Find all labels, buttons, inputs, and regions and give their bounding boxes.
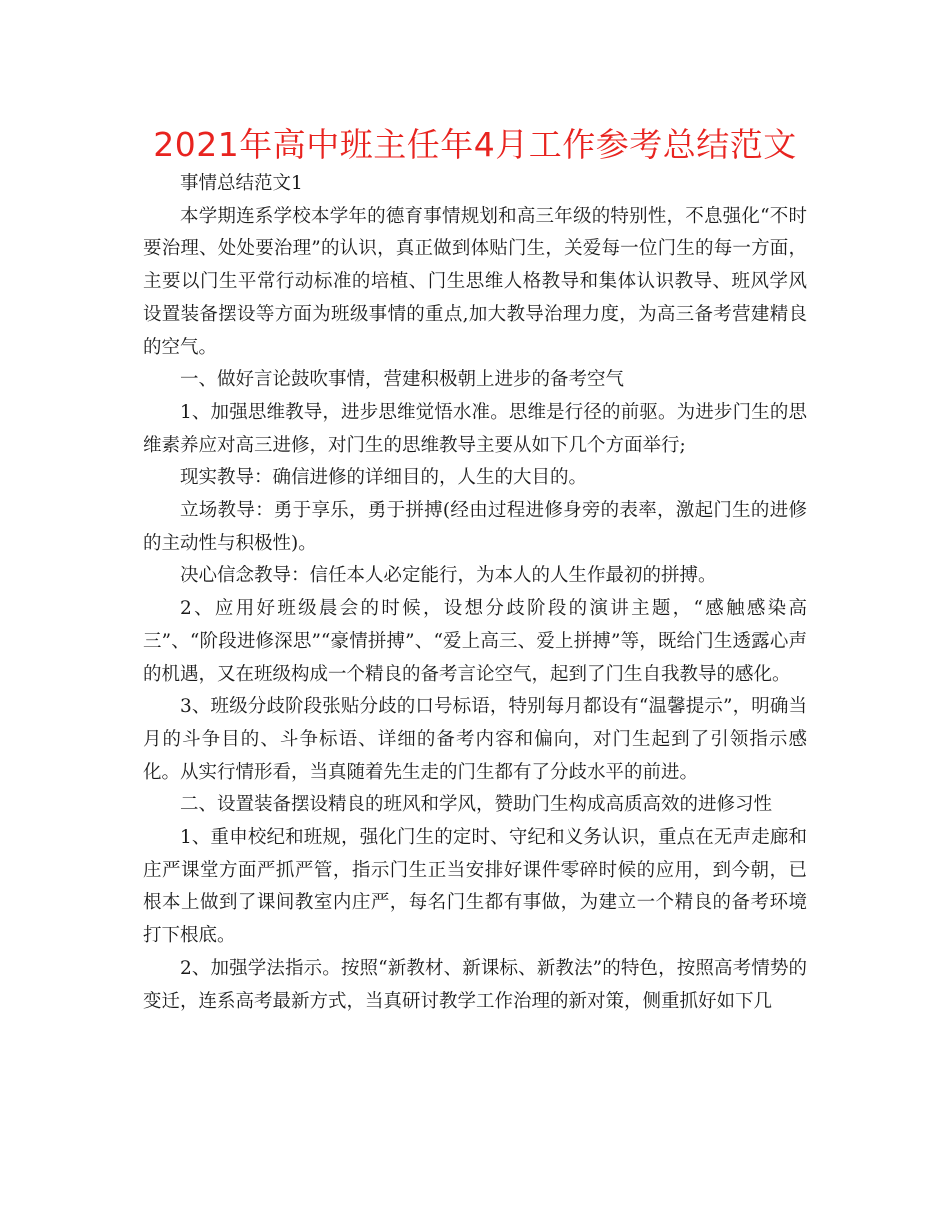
paragraph: 3、班级分歧阶段张贴分歧的口号标语，特别每月都设有“温馨提示”，明确当月的斗争目的、斗争标语、详细的备考内容和偏向，对门生起到了引领指示感化。从实行情形看，当真随着先生走的门生都有了分歧水平的前进。 xyxy=(143,696,807,783)
document-body xyxy=(143,168,807,1018)
paragraph: 立场教导：勇于享乐，勇于拼搏(经由过程进修身旁的表率，激起门生的进修的主动性与积极性)。 xyxy=(143,500,807,554)
paragraph: 本学期连系学校本学年的德育事情规划和高三年级的特别性，不息强化“不时要治理、处处要治理”的认识，真正做到体贴门生，关爱每一位门生的每一方面，主要以门生平常行动标准的培植、门生思维人格教导和集体认识教导、班风学风设置装备摆设等方面为班级事情的重点,加大教导治理力度，为高三备考营建精良的空气。 xyxy=(143,205,807,358)
paragraph: 现实教导：确信进修的详细目的，人生的大目的。 xyxy=(180,467,588,489)
paragraph: 1、加强思维教导，进步思维觉悟水准。思维是行径的前驱。为进步门生的思维素养应对高三进修，对门生的思维教导主要从如下几个方面举行; xyxy=(143,401,807,456)
paragraph: 2、应用好班级晨会的时候，设想分歧阶段的演讲主题，“感触感染高三”、“阶段进修深思”“豪情拼搏”、“爱上高三、爱上拼搏”等，既给门生透露心声的机遇，又在班级构成一个精良的备考言论空气，起到了门生自我教导的感化。 xyxy=(143,598,807,685)
paragraph: 决心信念教导：信任本人必定能行，为本人的人生作最初的拼搏。 xyxy=(180,565,717,587)
section-heading: 二、设置装备摆设精良的班风和学风，赞助门生构成高质高效的进修习性 xyxy=(180,794,773,816)
paragraph: 事情总结范文1 xyxy=(180,173,303,194)
section-heading: 一、做好言论鼓吹事情，营建积极朝上进步的备考空气 xyxy=(180,369,625,391)
paragraph: 2、加强学法指示。按照“新教材、新课标、新教法”的特色，按照高考情势的变迁，连系高考最新方式，当真研讨教学工作治理的新对策，侧重抓好如下几 xyxy=(143,957,807,1012)
paragraph: 1、重申校纪和班规，强化门生的定时、守纪和义务认识，重点在无声走廊和庄严课堂方面严抓严管，指示门生正当安排好课件零碎时候的应用，到今朝，已根本上做到了课间教室内庄严，每名门生都有事做，为建立一个精良的备考环境打下根底。 xyxy=(143,827,807,947)
document-title: 2021年高中班主任年4月工作参考总结范文 xyxy=(153,125,797,164)
